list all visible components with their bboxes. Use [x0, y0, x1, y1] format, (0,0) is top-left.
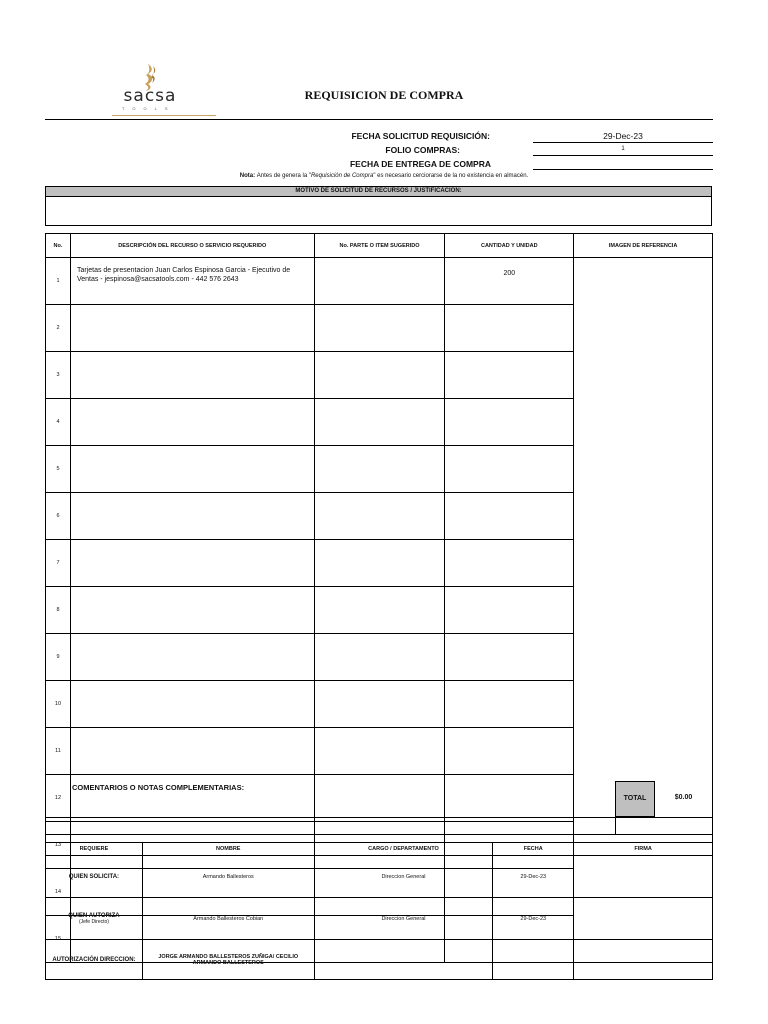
- comments-left-border: [45, 781, 46, 835]
- row-number: 15: [46, 916, 71, 963]
- row-description[interactable]: [70, 681, 314, 728]
- comments-block: [45, 781, 713, 835]
- row-cantidad[interactable]: [445, 446, 574, 493]
- motivo-header: MOTIVO DE SOLICITUD DE RECURSOS / JUSTIFICACIÓN:: [45, 186, 712, 197]
- row-number: 7: [46, 540, 71, 587]
- row-number: 8: [46, 587, 71, 634]
- row-parte[interactable]: [314, 258, 445, 305]
- row-cantidad[interactable]: [445, 399, 574, 446]
- row-number: 11: [46, 728, 71, 775]
- autoriza-nombre[interactable]: Armando Ballesteros Cobian: [142, 898, 314, 940]
- col-imagen-header: IMAGEN DE REFERENCIA: [574, 234, 713, 258]
- nota-text: [0, 173, 768, 179]
- nota-before: Antes de genera la ": [256, 173, 311, 179]
- row-cantidad[interactable]: [445, 634, 574, 681]
- fecha-entrega-label: FECHA DE ENTREGA DE COMPRA: [349, 159, 491, 169]
- sig-nombre-header: NOMBRE: [142, 843, 314, 856]
- autoriza-cargo[interactable]: Direccion General: [314, 898, 493, 940]
- logo-text: sacsa: [123, 86, 177, 106]
- row-number: 9: [46, 634, 71, 681]
- row-description[interactable]: [70, 540, 314, 587]
- comments-right-border: [712, 781, 713, 835]
- direccion-firma[interactable]: [574, 940, 713, 980]
- fecha-solicitud-label: FECHA SOLICITUD REQUISICIÓN:: [351, 131, 490, 141]
- total-label-cell: [615, 781, 655, 817]
- comments-lower-divider: [615, 817, 616, 835]
- solicita-firma[interactable]: [574, 856, 713, 898]
- row-description[interactable]: [70, 587, 314, 634]
- fecha-entrega-line: [533, 169, 713, 170]
- fecha-solicitud-value[interactable]: 29-Dec-23: [603, 131, 643, 141]
- solicita-label: QUIEN SOLICITA:: [46, 856, 143, 898]
- row-cantidad[interactable]: 200: [445, 258, 574, 305]
- row-description[interactable]: [70, 728, 314, 775]
- nota-italic: Requisición de Compra: [310, 173, 374, 179]
- row-number: 4: [46, 399, 71, 446]
- sig-cargo-header: CARGO / DEPARTAMENTO: [314, 843, 493, 856]
- sig-fecha-header: FECHA: [493, 843, 574, 856]
- row-number: 10: [46, 681, 71, 728]
- fecha-solicitud-line: [533, 142, 713, 143]
- row-description[interactable]: [70, 305, 314, 352]
- sig-requiere-header: REQUIERE: [46, 843, 143, 856]
- solicita-fecha[interactable]: 29-Dec-23: [493, 856, 574, 898]
- col-cantidad-header: CANTIDAD Y UNIDAD: [445, 234, 574, 258]
- row-number: 5: [46, 446, 71, 493]
- row-parte[interactable]: [314, 399, 445, 446]
- row-parte[interactable]: [314, 352, 445, 399]
- row-parte[interactable]: [314, 305, 445, 352]
- row-cantidad[interactable]: [445, 587, 574, 634]
- row-cantidad[interactable]: [445, 493, 574, 540]
- col-parte-header: No. PARTE O ITEM SUGERIDO: [314, 234, 445, 258]
- row-cantidad[interactable]: [445, 540, 574, 587]
- col-desc-header: DESCRIPCIÓN DEL RECURSO O SERVICIO REQUERIDO: [70, 234, 314, 258]
- comments-label: COMENTARIOS O NOTAS COMPLEMENTARIAS:: [72, 783, 245, 792]
- row-parte[interactable]: [314, 446, 445, 493]
- row-number: 14: [46, 869, 71, 916]
- signature-row-solicita: [46, 856, 713, 898]
- header-divider: [45, 119, 713, 120]
- row-parte[interactable]: [314, 634, 445, 681]
- direccion-label: AUTORIZACIÓN DIRECCION:: [46, 940, 143, 980]
- row-description[interactable]: [70, 399, 314, 446]
- row-description[interactable]: Tarjetas de presentacion Juan Carlos Espinosa Garcia - Ejecutivo de Ventas - jespinosa@sacsatools.com - 442 576 2643: [70, 258, 314, 305]
- row-number: 3: [46, 352, 71, 399]
- folio-compras-value[interactable]: 1: [621, 146, 625, 152]
- row-number: 13: [46, 822, 71, 869]
- row-cantidad[interactable]: [445, 728, 574, 775]
- solicita-nombre[interactable]: Armando Ballesteros: [142, 856, 314, 898]
- total-value: $0.00: [674, 794, 693, 801]
- row-parte[interactable]: [314, 493, 445, 540]
- solicita-cargo[interactable]: Direccion General: [314, 856, 493, 898]
- logo-subtext: TOOLS: [122, 106, 176, 111]
- row-description[interactable]: [70, 446, 314, 493]
- row-description[interactable]: [70, 493, 314, 540]
- signature-table: [45, 842, 713, 980]
- row-description[interactable]: [70, 634, 314, 681]
- row-parte[interactable]: [314, 728, 445, 775]
- document-title: REQUISICION DE COMPRA: [304, 88, 464, 102]
- row-number: 2: [46, 305, 71, 352]
- folio-compras-line: [533, 155, 713, 156]
- autoriza-sublabel: (Jefe Directo): [78, 918, 109, 925]
- autoriza-label-cell: [46, 898, 143, 940]
- comments-no-divider: [70, 781, 71, 817]
- total-label: TOTAL: [623, 795, 647, 802]
- comments-bottom-line: [45, 834, 713, 835]
- row-cantidad[interactable]: [445, 305, 574, 352]
- motivo-input[interactable]: [45, 197, 712, 226]
- row-cantidad[interactable]: [445, 352, 574, 399]
- row-number: 12: [46, 775, 71, 822]
- row-description[interactable]: [70, 352, 314, 399]
- signature-row-direccion: [46, 940, 713, 980]
- autoriza-label: QUIEN AUTORIZA: [68, 912, 120, 919]
- folio-compras-label: FOLIO COMPRAS:: [385, 145, 460, 155]
- nota-prefix: Nota:: [239, 173, 257, 179]
- row-parte[interactable]: [314, 681, 445, 728]
- sig-firma-header: FIRMA: [574, 843, 713, 856]
- autoriza-fecha[interactable]: 29-Dec-23: [493, 898, 574, 940]
- signature-row-autoriza: [46, 898, 713, 940]
- direccion-nombre[interactable]: JORGE ARMANDO BALLESTEROS ZUÑIGA/ CECILIO ARMANDO BALLESTEROS: [142, 940, 314, 980]
- direccion-fecha[interactable]: [493, 940, 574, 980]
- signature-header-row: [46, 843, 713, 856]
- table-header-row: [46, 234, 713, 258]
- row-cantidad[interactable]: [445, 681, 574, 728]
- table-row: [46, 258, 713, 305]
- col-no-header: No.: [46, 234, 71, 258]
- autoriza-firma[interactable]: [574, 898, 713, 940]
- row-number: 1: [46, 258, 71, 305]
- comments-mid-line: [45, 817, 713, 818]
- nota-after: " es necesario cerciorarse de la no existencia en almacén.: [373, 173, 529, 179]
- row-parte[interactable]: [314, 587, 445, 634]
- logo-underline: [112, 115, 216, 116]
- direccion-cargo[interactable]: [314, 940, 493, 980]
- row-parte[interactable]: [314, 540, 445, 587]
- row-number: 6: [46, 493, 71, 540]
